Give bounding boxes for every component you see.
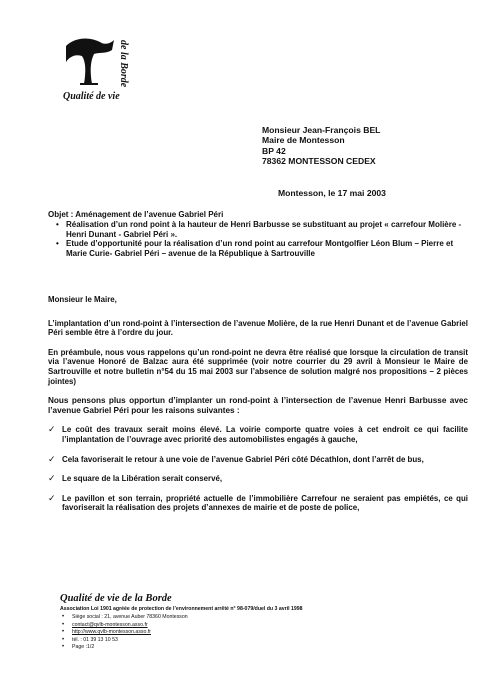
subject-list: [48, 220, 468, 259]
checkmark-icon: ✓: [48, 492, 56, 503]
subject-title: Objet : Aménagement de l’avenue Gabriel Péri: [48, 210, 224, 219]
footer-association: Association Loi 1901 agréée de protection de l’environnement arrêté n° 98-079/duel du 3 avril 1998: [60, 606, 303, 612]
recipient-line: Monsieur Jean-François BEL: [262, 125, 381, 135]
recipient-line: BP 42: [262, 145, 286, 156]
footer-email-link[interactable]: • contact@qvlb-montesson.asso.fr: [72, 622, 460, 630]
reason-text: Le pavillon et son terrain, propriété actuelle de l’immobilière Carrefour ne seraient pas empiétés, ce qui favoriserait la réalisation des projets d’annexes de mairie et de poste de police,: [62, 493, 468, 513]
footer-page-number: • Page :1/2: [72, 644, 460, 652]
footer-title: Qualité de vie de la Borde: [60, 593, 172, 604]
footer-website-link[interactable]: • http://www.qvlb-montesson.asso.fr: [72, 629, 460, 637]
checkmark-icon: ✓: [48, 424, 56, 435]
subject-item: • Etude d’opportunité pour la réalisation d’un rond point au carrefour Montgolfier Léon Blum – Pierre et Marie Curie- Gabriel Péri – avenue de la République à Sartrouville: [66, 239, 468, 259]
paragraph: En préambule, nous vous rappelons qu’un rond-point ne devra être réalisé que lorsque la circulation de transit via l’avenue Honoré de Balzac aura été supprimée (voir notre courrier du 29 avril à Monsieur le Maire de Sartrouville et notre bulletin n°54 du 15 mai 2003 sur l’absence de solution malgré nos propositions – 2 pièces jointes): [48, 347, 468, 386]
reason-text: Le square de la Libération serait conservé,: [62, 474, 223, 484]
reason-item: [48, 473, 468, 484]
recipient-address: [262, 125, 380, 167]
letter-body: [48, 295, 468, 523]
reason-text: Cela favoriserait le retour à une voie de l’avenue Gabriel Péri côté Décathlon, dont l’arrêt de bus,: [62, 454, 424, 464]
reasons-list: [48, 425, 468, 513]
subject-item: • Réalisation d’un rond point à la hauteur de Henri Barbusse se substituant au projet « carrefour Molière - Henri Dunant - Gabriel Péri ».: [66, 220, 468, 240]
subject-block: [48, 210, 468, 259]
recipient-line: 78362 MONTESSON CEDEX: [262, 156, 376, 167]
letter-footer: [60, 593, 460, 652]
reason-item: [48, 453, 468, 465]
paragraph-emphasis: Nous pensons plus opportun d’implanter un rond-point à l’intersection de l’avenue Henri Barbusse avec l’avenue Gabriel Péri pour les raisons suivantes :: [48, 396, 468, 415]
footer-phone: • tél. : 01 39 13 10 53: [72, 637, 460, 645]
recipient-line: Maire de Montesson: [262, 135, 345, 146]
footer-address: • Siège social : 21, avenue Auber 78360 Montesson: [72, 614, 460, 622]
checkmark-icon: ✓: [48, 453, 56, 464]
paragraph: L’implantation d’un rond-point à l’intersection de l’avenue Molière, de la rue Henri Dunant et de l’avenue Gabriel Péri semble être à l’ordre du jour.: [48, 318, 468, 338]
letter-date: Montesson, le 17 mai 2003: [278, 188, 386, 198]
reason-item: [48, 424, 468, 444]
footer-contact-list: [60, 614, 460, 652]
reason-item: [48, 492, 468, 513]
logo-text: Qualité de vie: [63, 91, 120, 102]
reason-text: Le coût des travaux serait moins élevé. La voirie comporte quatre voies à cet endroit ce qui facilite l’implantation de l’ouvrage avec priorité des automobilistes engagés à gauche,: [62, 425, 468, 444]
logo-vertical-text: de la Borde: [118, 40, 129, 88]
checkmark-icon: ✓: [48, 473, 56, 484]
salutation: Monsieur le Maire,: [48, 295, 117, 304]
tree-logo-icon: [60, 32, 120, 92]
